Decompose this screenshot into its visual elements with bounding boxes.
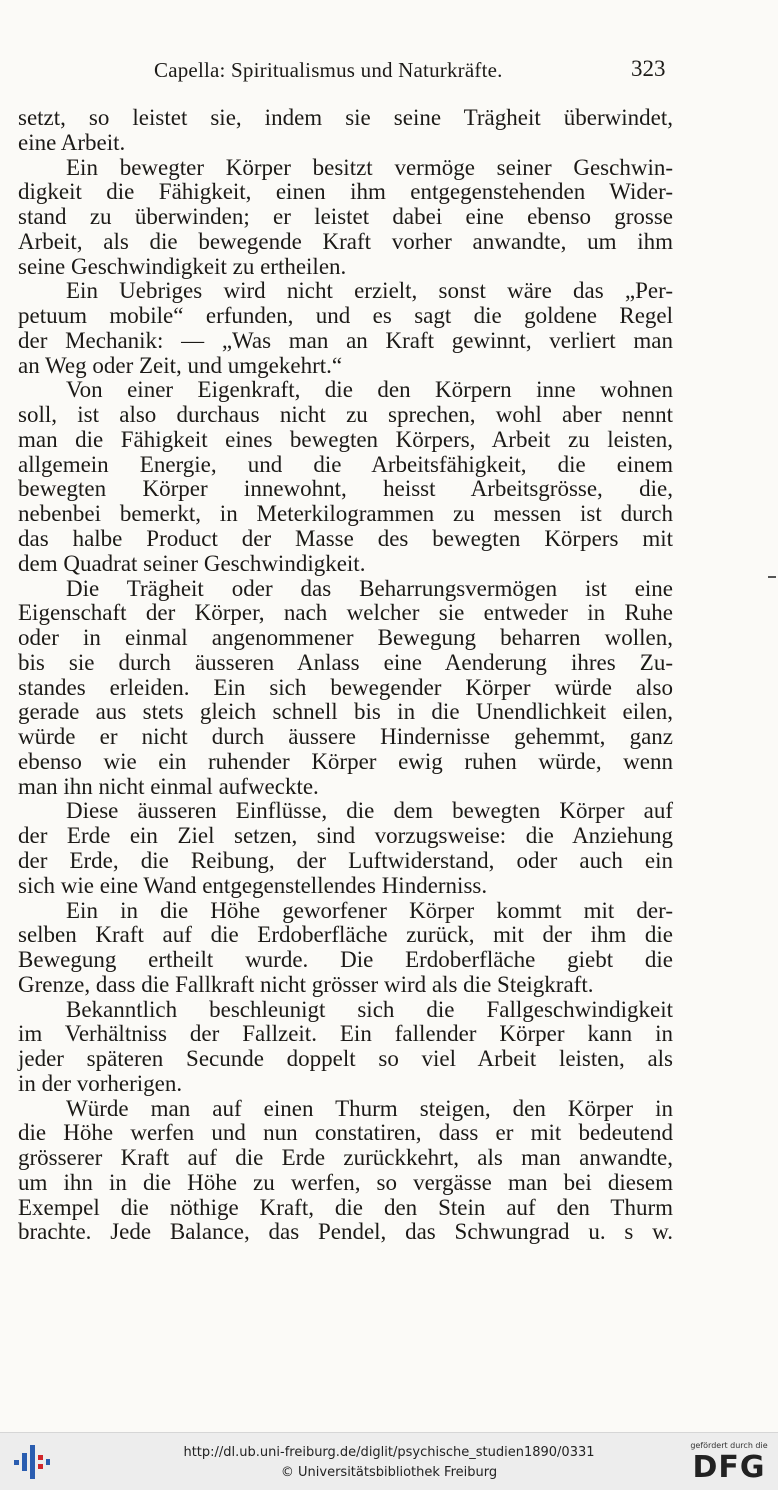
text-line: Würde man auf einen Thurm steigen, den Körper in (66, 1095, 673, 1121)
text-line: Grenze, dass die Fallkraft nicht grösser wird als die Steigkraft. (18, 971, 594, 997)
text-line: ebenso wie ein ruhender Körper ewig ruhen würde, wenn (18, 748, 673, 774)
text-line: bis sie durch äusseren Anlass eine Aenderung ihres Zu- (18, 649, 673, 675)
text-line: nebenbei bemerkt, in Meterkilogrammen zu messen ist durch (18, 501, 673, 527)
text-line: man ihn nicht einmal aufweckte. (18, 773, 319, 799)
text-line: Bekanntlich beschleunigt sich die Fallgeschwindigkeit (66, 996, 673, 1022)
footer-bar (0, 1432, 778, 1490)
text-line: würde er nicht durch äussere Hindernisse gehemmt, ganz (18, 724, 673, 750)
text-line: setzt, so leistet sie, indem sie seine Trägheit überwindet, (18, 105, 673, 130)
copyright-text: © Universitätsbibliothek Freiburg (280, 1465, 498, 1480)
text-line: an Weg oder Zeit, und umgekehrt.“ (18, 352, 343, 378)
text-line: stand zu überwinden; er leistet dabei eine ebenso grosse (18, 204, 673, 230)
text-line: jeder späteren Secunde doppelt so viel Arbeit leisten, als (18, 1046, 673, 1072)
text-line: Eigenschaft der Körper, nach welcher sie entweder in Ruhe (18, 600, 673, 626)
text-line: im Verhältniss der Fallzeit. Ein fallender Körper kann in (18, 1021, 673, 1047)
text-line: eine Arbeit. (18, 129, 126, 155)
text-line: Von einer Eigenkraft, die den Körpern inne wohnen (66, 377, 673, 403)
text-line: der Erde ein Ziel setzen, sind vorzugsweise: die Anziehung (18, 823, 673, 849)
text-line: oder in einmal angenommener Bewegung beharren wollen, (18, 625, 673, 651)
text-line: in der vorherigen. (18, 1070, 183, 1096)
running-head (0, 58, 778, 88)
text-line: seine Geschwindigkeit zu ertheilen. (18, 253, 347, 279)
text-line: Die Trägheit oder das Beharrungsvermögen ist eine (66, 575, 673, 601)
text-line: der Erde, die Reibung, der Luftwiderstand, oder auch ein (18, 847, 673, 873)
text-line: Ein bewegter Körper besitzt vermöge seiner Geschwin- (66, 154, 673, 180)
text-line: allgemein Energie, und die Arbeitsfähigkeit, die einem (18, 451, 673, 477)
text-line: brachte. Jede Balance, das Pendel, das Schwungrad u. s w. (18, 1219, 673, 1245)
text-line: die Höhe werfen und nun constatiren, dass er mit bedeutend (18, 1120, 673, 1146)
text-line: der Mechanik: — „Was man an Kraft gewinnt, verliert man (18, 327, 673, 353)
dfg-logo[interactable]: DFG (692, 1450, 766, 1485)
text-line: Diese äusseren Einflüsse, die dem bewegten Körper auf (66, 798, 673, 824)
text-line: Arbeit, als die bewegende Kraft vorher anwandte, um ihm (18, 228, 673, 254)
page-number: 323 (631, 56, 666, 81)
text-line: dem Quadrat seiner Geschwindigkeit. (18, 550, 366, 576)
text-line: digkeit die Fähigkeit, einen ihm entgegenstehenden Wider- (18, 179, 673, 205)
source-url-link[interactable]: http://dl.ub.uni-freiburg.de/diglit/psychische_studien1890/0331 (183, 1445, 595, 1460)
text-line: standes erleiden. Ein sich bewegender Körper würde also (18, 674, 673, 700)
text-line: gerade aus stets gleich schnell bis in die Unendlichkeit eilen, (18, 699, 673, 725)
text-line: bewegten Körper innewohnt, heisst Arbeitsgrösse, die, (18, 476, 673, 502)
text-line: petuum mobile“ erfunden, und es sagt die goldene Regel (18, 303, 673, 329)
body-text (18, 106, 673, 1245)
text-line: Bewegung ertheilt wurde. Die Erdoberfläche giebt die (18, 947, 673, 973)
text-line: soll, ist also durchaus nicht zu sprechen, wohl aber nennt (18, 402, 673, 428)
text-line: sich wie eine Wand entgegenstellendes Hinderniss. (18, 872, 488, 898)
text-line: Ein in die Höhe geworfener Körper kommt mit der- (66, 897, 673, 923)
text-line: Ein Uebriges wird nicht erzielt, sonst wäre das „Per- (66, 278, 673, 304)
funder-caption: gefördert durch die (690, 1441, 768, 1450)
text-line: Exempel die nöthige Kraft, die den Stein auf den Thurm (18, 1194, 673, 1220)
text-line: um ihn in die Höhe zu werfen, so vergässe man bei diesem (18, 1169, 673, 1195)
page-title: Capella: Spiritualismus und Naturkräfte. (154, 58, 503, 82)
text-line: man die Fähigkeit eines bewegten Körpers, Arbeit zu leisten, (18, 426, 673, 452)
text-line: selben Kraft auf die Erdoberfläche zurück, mit der ihm die (18, 922, 673, 948)
text-line: das halbe Product der Masse des bewegten Körpers mit (18, 526, 673, 552)
margin-mark (768, 576, 776, 578)
text-line: grösserer Kraft auf die Erde zurückkehrt, als man anwandte, (18, 1145, 673, 1171)
